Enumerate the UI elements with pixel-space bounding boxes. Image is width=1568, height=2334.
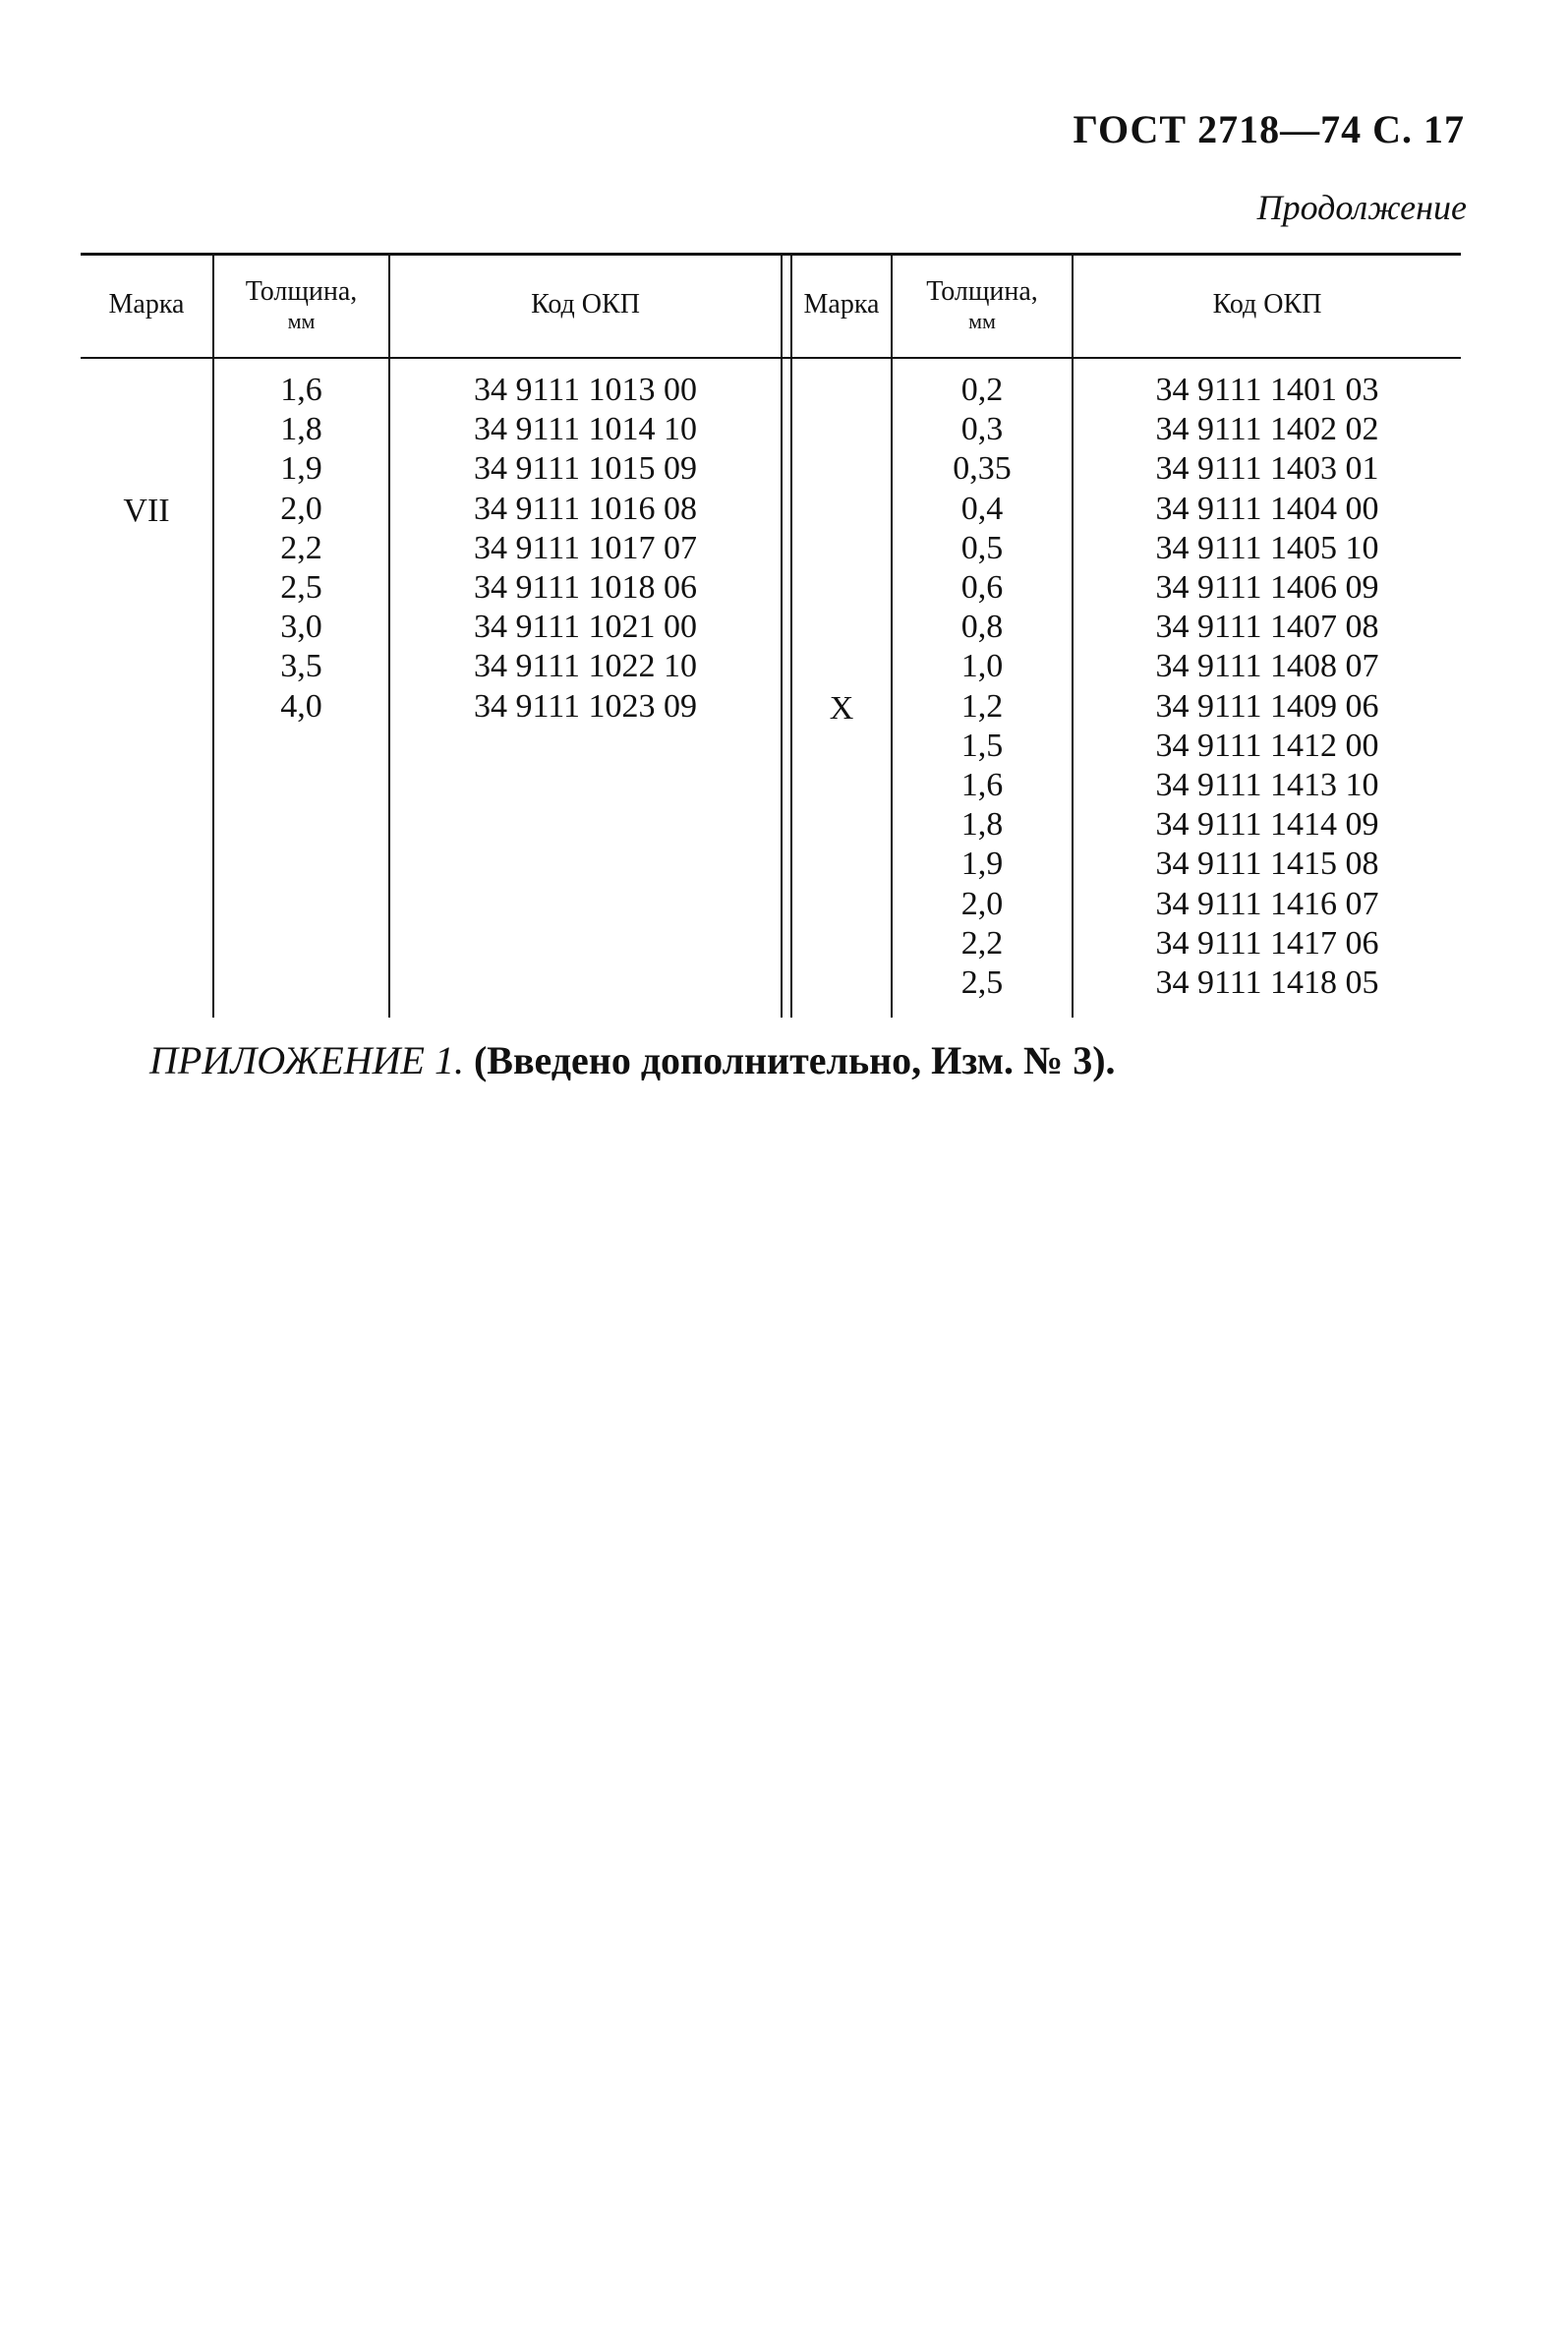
appendix-label: ПРИЛОЖЕНИЕ 1. <box>149 1038 464 1082</box>
code-cell: 34 9111 1014 10 <box>474 411 697 448</box>
thickness-cell: 2,0 <box>960 885 1004 922</box>
thickness-cell: 3,5 <box>280 648 322 685</box>
grade-mark-left: VII <box>123 493 170 529</box>
double-divider-left <box>781 253 783 1018</box>
thickness-cell: 0,8 <box>960 609 1004 646</box>
thickness-cell: 1,5 <box>960 727 1004 764</box>
appendix-text: (Введено дополнительно, Изм. № 3). <box>473 1038 1116 1082</box>
header-code <box>1074 253 1461 357</box>
thickness-cell: 1,2 <box>960 687 1004 725</box>
header-mark <box>81 253 212 357</box>
code-cell: 34 9111 1021 00 <box>474 609 697 646</box>
thickness-cell: 1,8 <box>280 411 322 448</box>
appendix-note <box>149 1037 1116 1083</box>
code-cell: 34 9111 1409 06 <box>1155 687 1379 725</box>
thickness-cell: 2,5 <box>960 964 1004 1002</box>
header-thickness <box>214 253 388 357</box>
header-thickness <box>893 253 1072 357</box>
header-mark <box>792 253 891 357</box>
thickness-cell: 3,0 <box>280 609 322 646</box>
code-cell: 34 9111 1018 06 <box>474 569 697 607</box>
header-code <box>390 253 781 357</box>
code-cell: 34 9111 1403 01 <box>1155 450 1379 488</box>
code-cell: 34 9111 1013 00 <box>474 372 697 408</box>
thickness-cell: 1,9 <box>280 450 322 488</box>
thickness-cell: 4,0 <box>280 687 322 725</box>
thickness-cell: 2,5 <box>280 569 322 607</box>
left-thickness-column <box>214 371 388 727</box>
okp-table <box>81 253 1461 1018</box>
header-thickness-unit: мм <box>968 308 996 333</box>
thickness-cell: 2,0 <box>280 490 322 527</box>
code-cell: 34 9111 1416 07 <box>1155 885 1379 922</box>
code-cell: 34 9111 1418 05 <box>1155 964 1379 1002</box>
header-mark-label: Марка <box>108 289 185 321</box>
thickness-cell: 0,2 <box>960 372 1004 408</box>
code-cell: 34 9111 1402 02 <box>1155 411 1379 448</box>
thickness-cell: 1,6 <box>280 372 322 408</box>
double-divider-right <box>790 253 792 1018</box>
left-code-column <box>390 371 781 727</box>
thickness-cell: 1,8 <box>960 806 1004 844</box>
code-cell: 34 9111 1017 07 <box>474 529 697 566</box>
page-header: ГОСТ 2718—74 С. 17 <box>1073 107 1465 151</box>
thickness-cell: 0,5 <box>960 529 1004 566</box>
thickness-cell: 2,2 <box>960 924 1004 962</box>
thickness-cell: 1,6 <box>960 767 1004 804</box>
code-cell: 34 9111 1407 08 <box>1155 609 1379 646</box>
thickness-cell: 0,35 <box>953 450 1012 488</box>
header-thickness-unit: мм <box>287 308 316 333</box>
code-cell: 34 9111 1022 10 <box>474 648 697 685</box>
thickness-cell: 0,6 <box>960 569 1004 607</box>
code-cell: 34 9111 1401 03 <box>1155 372 1379 408</box>
code-cell: 34 9111 1415 08 <box>1155 846 1379 883</box>
code-cell: 34 9111 1405 10 <box>1155 529 1379 566</box>
thickness-cell: 1,9 <box>960 846 1004 883</box>
code-cell: 34 9111 1406 09 <box>1155 569 1379 607</box>
header-bottom-rule <box>81 357 1461 359</box>
code-cell: 34 9111 1015 09 <box>474 450 697 488</box>
thickness-cell: 2,2 <box>280 529 322 566</box>
thickness-cell: 0,4 <box>960 490 1004 527</box>
header-thickness-label: Толщина, <box>926 276 1038 307</box>
thickness-cell: 1,0 <box>960 648 1004 685</box>
code-cell: 34 9111 1404 00 <box>1155 490 1379 527</box>
header-thickness-label: Толщина, <box>245 276 358 307</box>
code-cell: 34 9111 1408 07 <box>1155 648 1379 685</box>
header-code-label: Код ОКП <box>531 289 640 321</box>
code-cell: 34 9111 1023 09 <box>474 687 697 725</box>
header-code-label: Код ОКП <box>1212 289 1322 321</box>
code-cell: 34 9111 1413 10 <box>1155 767 1379 804</box>
code-cell: 34 9111 1412 00 <box>1155 727 1379 764</box>
grade-mark-right: X <box>829 690 854 727</box>
right-thickness-column <box>893 371 1072 1003</box>
thickness-cell: 0,3 <box>960 411 1004 448</box>
code-cell: 34 9111 1016 08 <box>474 490 697 527</box>
continuation-label: Продолжение <box>1256 188 1467 227</box>
header-mark-label: Марка <box>803 289 880 321</box>
right-code-column <box>1074 371 1461 1003</box>
code-cell: 34 9111 1414 09 <box>1155 806 1379 844</box>
code-cell: 34 9111 1417 06 <box>1155 924 1379 962</box>
